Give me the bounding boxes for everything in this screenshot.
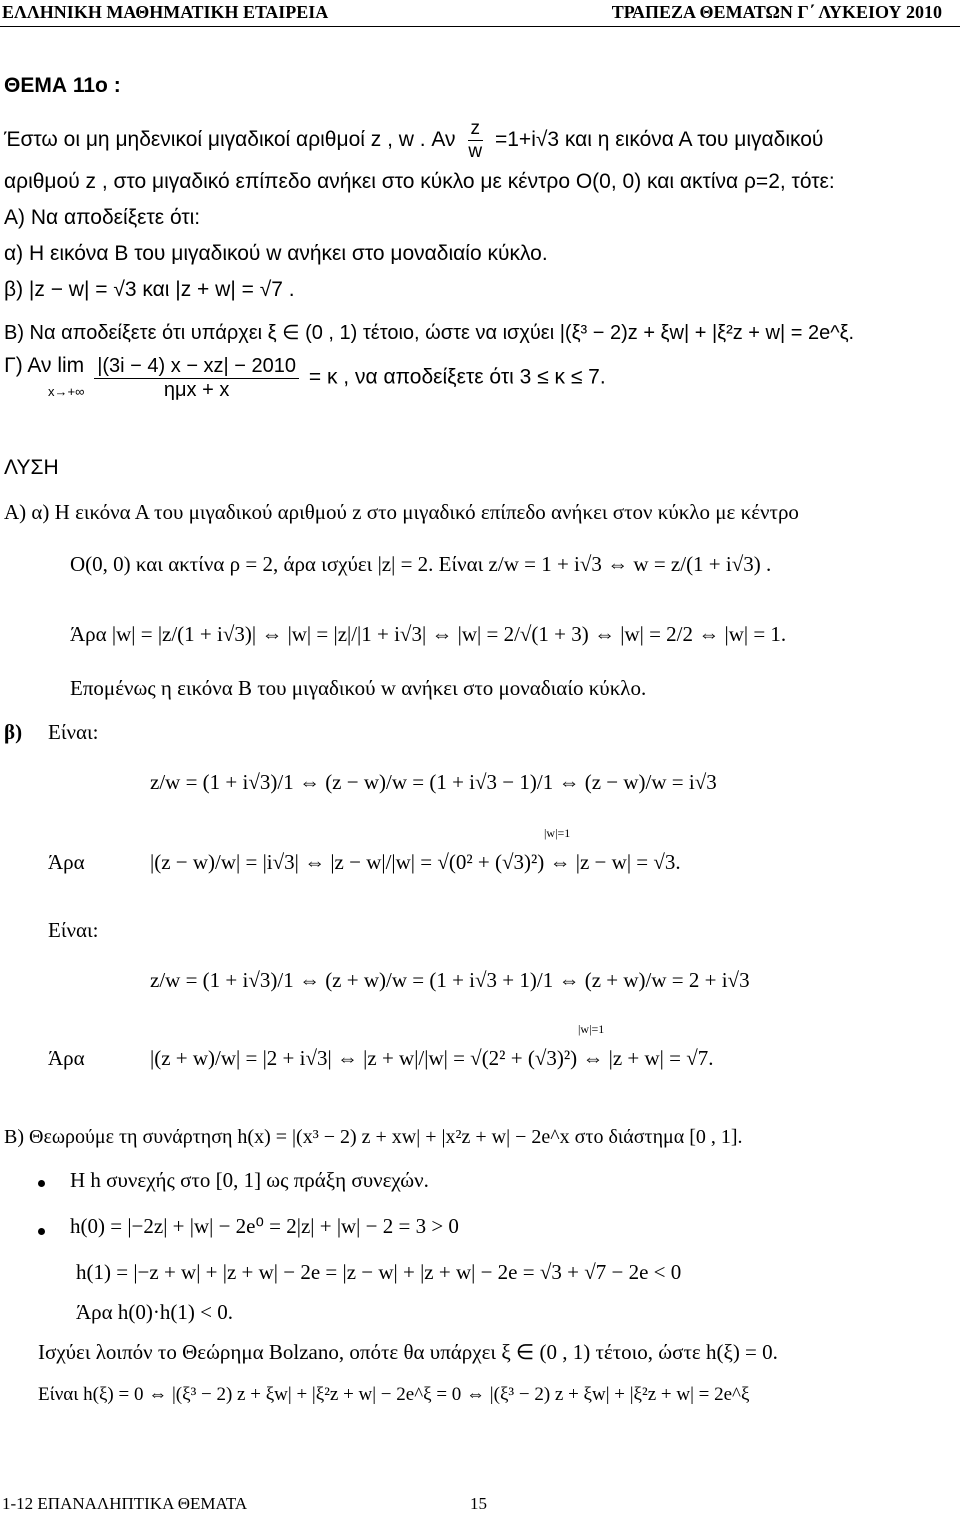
page-number: 15 xyxy=(470,1494,487,1513)
statement-line-2: αριθμού z , στο μιγαδικό επίπεδο ανήκει στο κύκλο με κέντρο Ο(0, 0) και ακτίνα ρ=2, τότε: xyxy=(4,170,835,193)
sol-B-line-1: Β) Θεωρούμε τη συνάρτηση h(x) = |(x³ − 2) z + xw| + |x²z + w| − 2e^x στο διάστημα [0 , 1]. xyxy=(4,1126,743,1148)
sol-B-line-7: Είναι h(ξ) = 0 ⇔ |(ξ³ − 2) z + ξw| + |ξ²z + w| − 2e^ξ = 0 ⇔ |(ξ³ − 2) z + ξw| + |ξ²z + w| = 2e^ξ xyxy=(38,1384,750,1405)
sol-a-line-3: Άρα |w| = |z/(1 + i√3)| ⇔ |w| = |z|/|1 + i√3| ⇔ |w| = 2/√(1 + 3) ⇔ |w| = 2/2 ⇔ |w| = 1. xyxy=(70,622,787,646)
bullet-icon xyxy=(38,1180,45,1187)
sol-B-line-2: Η h συνεχής στο [0, 1] ως πράξη συνεχών. xyxy=(70,1168,429,1192)
header-right: ΤΡΑΠΕΖΑ ΘΕΜΑΤΩΝ Γ΄ ΛΥΚΕΙΟΥ 2010 xyxy=(611,2,942,22)
header-left: ΕΛΛΗΝΙΚΗ ΜΑΘΗΜΑΤΙΚΗ ΕΤΑΙΡΕΙΑ xyxy=(2,2,329,22)
sol-b-line-4-label: Άρα xyxy=(48,1046,85,1070)
problem-title: ΘΕΜΑ 11ο : xyxy=(4,74,121,97)
statement-line-7: Γ) Αν lim x→+∞ $\frac{|(3i - 4) x - xz| - 2010}{\text{ημx + x}}$ = κ , να αποδείξετε ότι 3 ≤ κ ≤ 7. xyxy=(4,354,606,401)
sol-b-line-4: |(z + w)/w| = |2 + i√3| ⇔ |z + w|/|w| = √(2² + (√3)²) ⇔ |z + w| = √7. xyxy=(150,1046,714,1070)
sol-b-line-2: |(z − w)/w| = |i√3| ⇔ |z − w|/|w| = √(0² + (√3)²) ⇔ |z − w| = √3. xyxy=(150,850,681,874)
sol-b-intro-2: Είναι: xyxy=(48,918,99,942)
statement-line-4: α) Η εικόνα Β του μιγαδικού w ανήκει στο μοναδιαίο κύκλο. xyxy=(4,242,548,265)
statement-line-3: Α) Να αποδείξετε ότι: xyxy=(4,206,201,229)
sol-b-intro: Είναι: xyxy=(48,720,99,744)
sol-b-line-3: z/w = (1 + i√3)/1 ⇔ (z + w)/w = (1 + i√3 + 1)/1 ⇔ (z + w)/w = 2 + i√3 xyxy=(150,968,750,992)
bullet-icon xyxy=(38,1228,45,1235)
footer-left: 1-12 ΕΠΑΝΑΛΗΠΤΙΚΑ ΘΕΜΑΤΑ xyxy=(2,1494,248,1513)
sol-b-line-4-note: |w|=1 xyxy=(578,1022,605,1036)
sol-b-label: β) xyxy=(4,720,23,744)
statement-line-5: β) |z − w| = √3 και |z + w| = √7 . xyxy=(4,278,295,301)
sol-b-line-1: z/w = (1 + i√3)/1 ⇔ (z − w)/w = (1 + i√3 − 1)/1 ⇔ (z − w)/w = i√3 xyxy=(150,770,717,794)
sol-B-line-5: Άρα h(0)·h(1) < 0. xyxy=(76,1300,233,1324)
sol-B-line-4: h(1) = |−z + w| + |z + w| − 2e = |z − w| + |z + w| − 2e = √3 + √7 − 2e < 0 xyxy=(76,1260,682,1284)
sol-B-line-6: Ισχύει λοιπόν το Θεώρημα Bolzano, οπότε θα υπάρχει ξ ∈ (0 , 1) τέτοιο, ώστε h(ξ) = 0. xyxy=(38,1340,778,1364)
sol-b-line-2-label: Άρα xyxy=(48,850,85,874)
page-header xyxy=(0,0,960,27)
solution-label: ΛΥΣΗ xyxy=(4,456,59,479)
sol-B-line-3: h(0) = |−2z| + |w| − 2e⁰ = 2|z| + |w| − 2 = 3 > 0 xyxy=(70,1214,459,1238)
sol-a-line-4: Επομένως η εικόνα Β του μιγαδικού w ανήκει στο μοναδιαίο κύκλο. xyxy=(70,676,647,700)
statement-line-1: Έστω οι μη μηδενικοί μιγαδικοί αριθμοί z , w . Αν $\frac{z}{w}$ =1+i√3 και η εικόνα Α του μιγαδικού xyxy=(4,118,824,162)
statement-line-6: Β) Να αποδείξετε ότι υπάρχει ξ ∈ (0 , 1) τέτοιο, ώστε να ισχύει |(ξ³ − 2)z + ξw| + |ξ²z + w| = 2e^ξ. xyxy=(4,322,855,344)
sol-a-line-2: Ο(0, 0) και ακτίνα ρ = 2, άρα ισχύει |z| = 2. Είναι z/w = 1 + i√3 ⇔ w = z/(1 + i√3) . xyxy=(70,552,772,576)
sol-b-line-2-note: |w|=1 xyxy=(544,826,571,840)
sol-a-line-1: Α) α) Η εικόνα Α του μιγαδικού αριθμού z στο μιγαδικό επίπεδο ανήκει στον κύκλο με κέντρο xyxy=(4,500,799,524)
